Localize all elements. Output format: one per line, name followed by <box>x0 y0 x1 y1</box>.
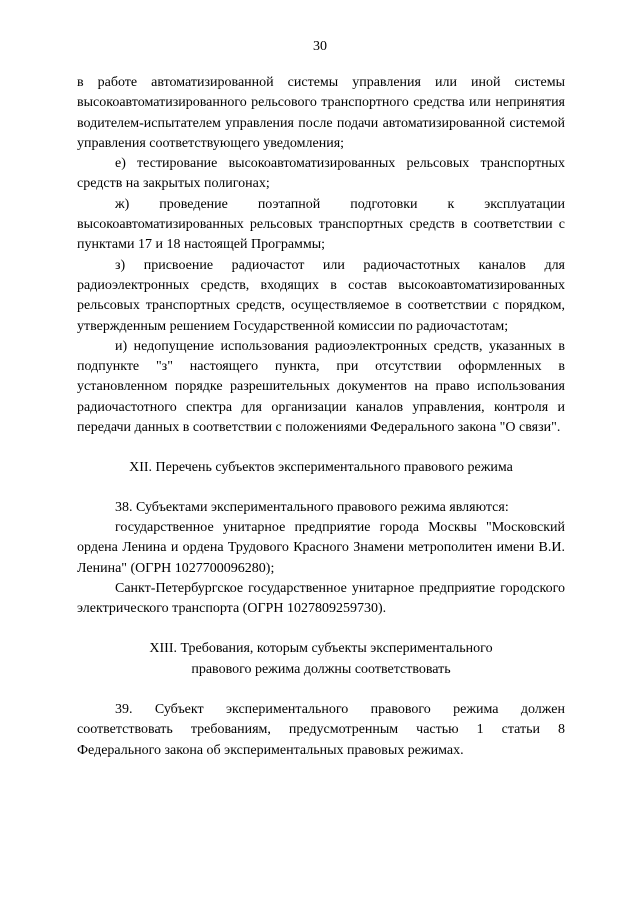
document-body <box>77 73 565 761</box>
section-xii-heading: XII. Перечень субъектов экспериментального правового режима <box>129 460 513 476</box>
section-xiii-heading-line1: XIII. Требования, которым субъекты экспериментального <box>149 641 493 657</box>
paragraph-38-subject-moscow: государственное унитарное предприятие города Москвы "Московский ордена Ленина и ордена Трудового Красного Знамени метрополитен имени В.И. Ленина" (ОГРН 1027700096280); <box>77 519 565 576</box>
paragraph-item-zh: ж) проведение поэтапной подготовки к эксплуатации высокоавтоматизированных рельсовых транспортных средств в соответствии с пунктами 17 и 18 настоящей Программы; <box>77 196 565 253</box>
section-xiii-heading-line2: правового режима должны соответствовать <box>191 661 451 677</box>
paragraph-38: 38. Субъектами экспериментального правового режима являются: <box>115 499 509 515</box>
paragraph-item-z: з) присвоение радиочастот или радиочастотных каналов для радиоэлектронных средств, входящих в состав высокоавтоматизированных рельсовых транспортных средств, осуществляемое в соответствии с порядком, утвержденным решением Государственной комиссии по радиочастотам; <box>77 257 565 334</box>
paragraph-39: 39. Субъект экспериментального правового режима должен соответствовать требованиям, предусмотренным частью 1 статьи 8 Федерального закона об экспериментальных правовых режимах. <box>77 702 565 758</box>
section-xiii-heading <box>77 639 565 680</box>
paragraph-38-subject-spb: Санкт-Петербургское государственное унитарное предприятие городского электрического транспорта (ОГРН 1027809259730). <box>77 580 565 617</box>
page-number: 30 <box>313 39 327 54</box>
paragraph-item-i: и) недопущение использования радиоэлектронных средств, указанных в подпункте "з" настоящего пункта, при отсутствии оформленных в установленном порядке разрешительных документов на право использования радиочастотного спектра для организации каналов управления, контроля и передачи данных в соответствии с положениями Федерального закона "О связи". <box>77 338 565 436</box>
paragraph-item-e: е) тестирование высокоавтоматизированных рельсовых транспортных средств на закрытых полигонах; <box>77 156 565 192</box>
paragraph-intro: в работе автоматизированной системы управления или иной системы высокоавтоматизированного рельсового транспортного средства или непринятия водителем-испытателем управления после подачи автоматизированной системой управления соответствующего уведомления; <box>77 75 565 151</box>
